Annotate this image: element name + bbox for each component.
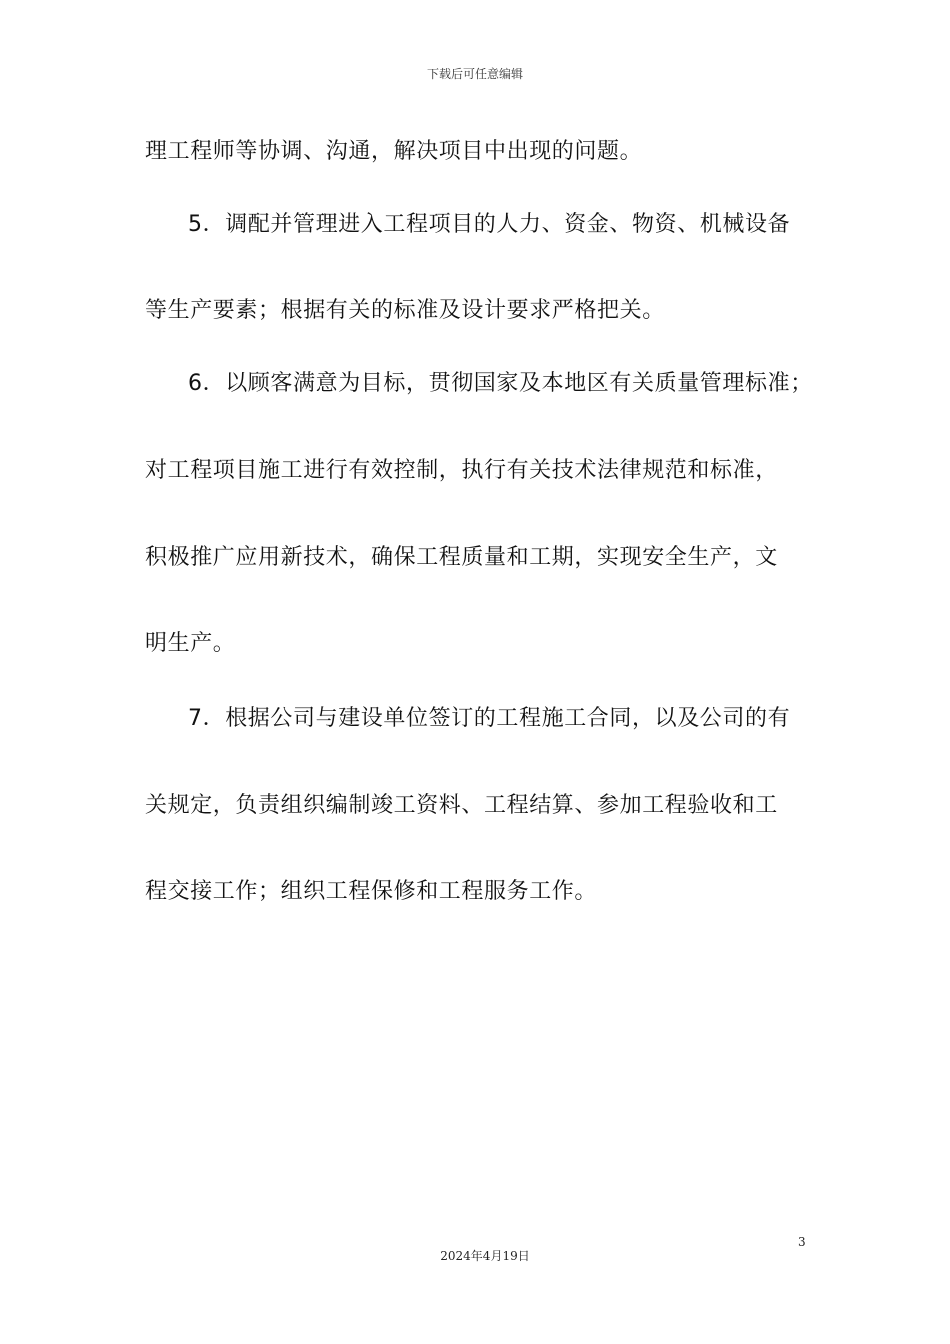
text-line: 积极推广应用新技术，确保工程质量和工期，实现安全生产，文 bbox=[145, 545, 778, 570]
page-header: 下载后可任意编辑 bbox=[426, 67, 523, 81]
page-number: 3 bbox=[798, 1235, 806, 1249]
text-line: 7．根据公司与建设单位签订的工程施工合同，以及公司的有 bbox=[188, 706, 791, 731]
text-line: 等生产要素；根据有关的标准及设计要求严格把关。 bbox=[145, 298, 665, 323]
text-line: 对工程项目施工进行有效控制，执行有关技术法律规范和标准， bbox=[145, 458, 778, 483]
text-line: 6．以顾客满意为目标，贯彻国家及本地区有关质量管理标准； bbox=[188, 371, 813, 396]
text-line: 理工程师等协调、沟通，解决项目中出现的问题。 bbox=[145, 139, 643, 164]
text-line: 程交接工作；组织工程保修和工程服务工作。 bbox=[145, 879, 598, 904]
text-line: 关规定，负责组织编制竣工资料、工程结算、参加工程验收和工 bbox=[145, 793, 778, 818]
text-line: 明生产。 bbox=[145, 631, 236, 656]
text-line: 5．调配并管理进入工程项目的人力、资金、物资、机械设备 bbox=[188, 212, 791, 237]
footer-date: 2024年4月19日 bbox=[440, 1249, 530, 1263]
